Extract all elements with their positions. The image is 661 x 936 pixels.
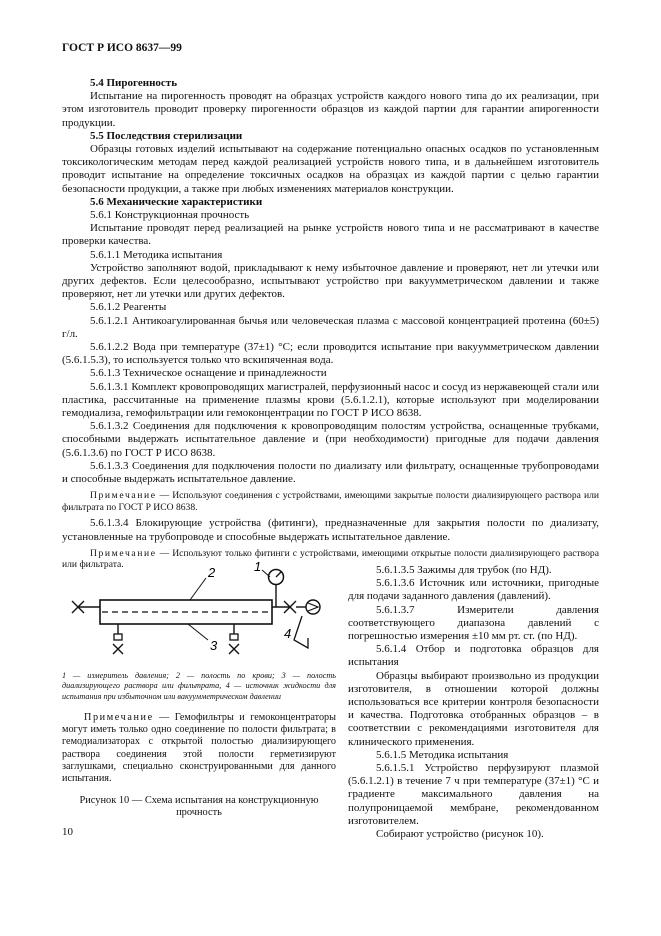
note-1	[62, 490, 599, 513]
section-5-6-1-1-title: 5.6.1.1 Методика испытания	[90, 248, 223, 261]
left-port-fitting	[114, 634, 122, 640]
left-port-clamp-icon	[113, 644, 123, 654]
note-1-label: Примечание	[90, 490, 157, 502]
figure-note-text: — Гемофильтры и гемоконцентраторы могут иметь только одно соединение по полости фильтрата; в гемодиализаторах с открытой полостью диализирующего раствора соединения этой полости герметизируют заглушками, специально сконструированными для данного испытания.	[62, 711, 336, 785]
note-1-text: — Используют соединения с устройствами, имеющими закрытые полости диализирующего раствора или фильтрата по ГОСТ Р ИСО 8638.	[62, 490, 599, 513]
right-port-fitting	[230, 634, 238, 640]
section-5-6-1-3-2: 5.6.1.3.2 Соединения для подключения к кровопроводящим полостям устройства, оснащенные трубками, способными выдержать испытательное давление и (при необходимости) пригодные для подачи давления (5.6.1.3.6) по ГОСТ Р ИСО 8638.	[62, 420, 599, 459]
section-5-6-1-5-1: 5.6.1.5.1 Устройство перфузируют плазмой (5.6.1.2.1) в течение 7 ч при температуре (37±1) °С и градиенте максимального давления на полупроницаемой мембране, рекомендованном изготовителем.	[348, 762, 599, 827]
figure-caption: Рисунок 10 — Схема испытания на конструкционную прочность	[79, 794, 319, 819]
label-3: 3	[210, 638, 218, 653]
section-5-6-1-2-1: 5.6.1.2.1 Антикоагулированная бычья или человеческая плазма с массовой концентрацией протеина (60±5) г/л.	[62, 314, 599, 340]
figure-column	[62, 560, 336, 820]
section-5-5-body: Образцы готовых изделий испытывают на содержание потенциально опасных осадков по установленным токсикологическим методам перед каждой реализацией устройств нового типа, и в дальнейшем изготовитель проводит испытание на определение токсичных осадков на образцах из каждой партии с целью гарантии безопасности продукции, а также при любых изменениях материалов конструкции.	[62, 143, 599, 195]
figure-10-diagram	[62, 560, 336, 660]
section-5-6-1-3-3: 5.6.1.3.3 Соединения для подключения полости по диализату или фильтрату, оснащенные трубопроводами и способные выдержать испытательное давление.	[62, 459, 599, 486]
section-5-6-1-2-title: 5.6.1.2 Реагенты	[90, 301, 167, 314]
main-text-column	[62, 77, 599, 571]
note-2-text: — Используют только фитинги с устройствами, имеющими открытые полости диализирующего раствора или фильтрата.	[62, 547, 599, 571]
section-5-4-body: Испытание на пирогенность проводят на образцах устройств каждого нового типа до их реализации, при этом изготовитель проводит проверку пирогенности образцов из каждой партии для гарантии апирогенности продукции.	[62, 90, 599, 129]
section-5-6-1-3-1: 5.6.1.3.1 Комплект кровопроводящих магистралей, перфузионный насос и сосуд из нержавеющей стали или пластика, рассчитанные на применение плазмы крови (5.6.1.2.1), которые используют при моделировании гемодиализа, гемофильтрации или гемоконцентрации по ГОСТ Р ИСО 8638.	[62, 380, 599, 420]
gauge-needle	[276, 572, 281, 577]
leader-3	[188, 624, 208, 640]
section-5-6-1-5-1-b: Собирают устройство (рисунок 10).	[376, 828, 544, 841]
figure-note	[62, 712, 336, 786]
section-5-6-1-3-6: 5.6.1.3.6 Источник или источники, пригодные для подачи заданного давления (давлений).	[348, 577, 599, 603]
section-5-6-1-4-title: 5.6.1.4 Отбор и подготовка образцов для испытания	[348, 643, 599, 669]
section-5-6-1-3-title: 5.6.1.3 Техническое оснащение и принадлежности	[90, 367, 327, 380]
section-5-6-1-3-7: 5.6.1.3.7 Измерители давления соответствующего диапазона давлений с погрешностью измерения ±10 мм рт. ст. (по НД).	[348, 603, 599, 643]
label-4: 4	[284, 626, 292, 641]
section-5-6-1-body: Испытание проводят перед реализацией на рынке устройств нового типа и не рассматривают в качестве проверки качества.	[62, 222, 599, 248]
page-number: 10	[62, 826, 73, 838]
section-5-6-1-title: 5.6.1 Конструкционная прочность	[90, 209, 250, 222]
figure-note-label: Примечание	[84, 711, 154, 723]
section-5-6-1-3-4: 5.6.1.3.4 Блокирующие устройства (фитинги), предназначенные для закрытия полости по диализату, установленные на трубопроводе и способные выдержать испытательное давление.	[62, 517, 599, 543]
section-5-6-1-2-2: 5.6.1.2.2 Вода при температуре (37±1) °С; если проводится испытание при вакуумметрическом давлении (5.6.1.5.3), то используется только что вскипяченная вода.	[62, 341, 599, 367]
page-header: ГОСТ Р ИСО 8637—99	[62, 42, 182, 54]
pump-arrow-icon	[308, 603, 318, 611]
figure-legend: 1 — измеритель давления; 2 — полость по крови; 3 — полость диализирующего раствора или фильтрата, 4 — источник жидкости для испытания при избыточном или вакуумметрическом давлении	[62, 671, 336, 701]
section-5-5-title: 5.5 Последствия стерилизации	[90, 129, 243, 142]
section-5-6-1-5-title: 5.6.1.5 Методика испытания	[376, 748, 509, 761]
section-5-4-title: 5.4 Пирогенность	[90, 77, 178, 89]
section-5-6-1-4-body: Образцы выбирают произвольно из продукции изготовителя, в отношении которой должны использоваться все критерии контроля безопасности и качества. Подготовка отобранных образцов – в соответствии с рекомендациями изготовителя для клинического применения.	[348, 669, 599, 748]
leader-2	[190, 578, 206, 600]
source-4-line	[294, 616, 308, 648]
section-5-6-title: 5.6 Механические характеристики	[90, 195, 263, 208]
label-1: 1	[254, 560, 262, 574]
section-5-6-1-1-body: Устройство заполняют водой, прикладывают к нему избыточное давление и проверяют, нет ли утечки или других дефектов. Если целесообразно, испытывают устройство при вакуумметрическом давлении и также проверяют, нет ли утечки или других дефектов.	[62, 261, 599, 301]
label-2: 2	[208, 565, 216, 580]
note-2-label: Примечание	[90, 547, 157, 559]
section-5-6-1-3-5: 5.6.1.3.5 Зажимы для трубок (по НД).	[376, 564, 552, 576]
right-port-clamp-icon	[229, 644, 239, 654]
right-text-column	[348, 564, 599, 841]
